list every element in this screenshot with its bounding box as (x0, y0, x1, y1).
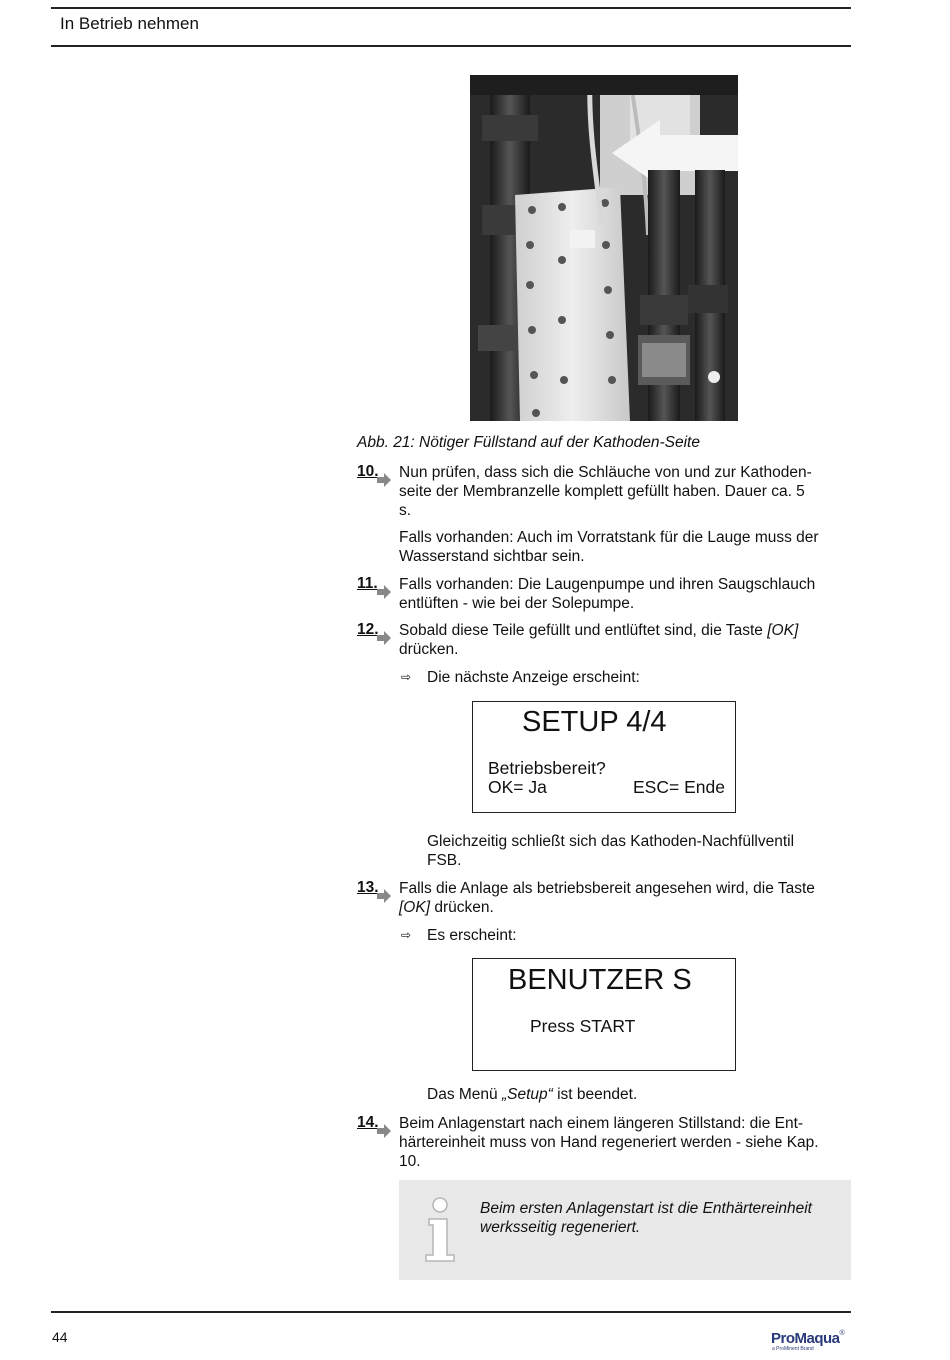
result-text: Es erscheint: (427, 927, 517, 944)
display-title: SETUP 4/4 (522, 706, 667, 738)
header-top-rule (51, 7, 851, 9)
figure-photo (470, 75, 738, 421)
note-text: Beim ersten Anlagenstart ist die Enthärtereinheit werksseitig regeneriert. (480, 1200, 812, 1236)
info-icon (421, 1197, 459, 1263)
step-extra-text: Falls vorhanden: Auch im Vorratstank für die Lauge muss der Wasserstand sichtbar sein. (399, 529, 819, 565)
display-title: BENUTZER S (508, 964, 692, 996)
info-note (399, 1180, 851, 1280)
step-number: 11. (357, 575, 378, 592)
step-arrow-icon (377, 585, 391, 599)
step-arrow-icon (377, 889, 391, 903)
header-bottom-rule (51, 45, 851, 47)
step-text: Beim Anlagenstart nach einem längeren Stillstand: die Ent- härtereinheit muss von Hand regeneriert werden - siehe Kap. 10. (399, 1115, 819, 1170)
step-arrow-icon (377, 631, 391, 645)
step-arrow-icon (377, 1124, 391, 1138)
display-line: Betriebsbereit? (488, 758, 606, 778)
result-followup-text: Gleichzeitig schließt sich das Kathoden-Nachfüllventil FSB. (427, 833, 795, 869)
promaqua-logo: ProMaqua® a ProMinent Brand (771, 1330, 845, 1352)
key-ok: [OK] (399, 899, 431, 916)
step-text: Nun prüfen, dass sich die Schläuche von und zur Kathoden- seite der Membranzelle komplett gefüllt haben. Dauer ca. 5 s. (399, 464, 812, 519)
page-number: 44 (52, 1329, 68, 1345)
figure-caption: Abb. 21: Nötiger Füllstand auf der Kathoden-Seite (357, 434, 700, 451)
display-option-esc: ESC= Ende (633, 777, 725, 797)
result-text: Die nächste Anzeige erscheint: (427, 669, 640, 686)
lcd-display-setup (472, 701, 736, 813)
result-arrow-icon: ⇨ (401, 928, 412, 942)
display-option-ok: OK= Ja (488, 777, 547, 797)
step-text: Sobald diese Teile gefüllt und entlüftet sind, die Taste [OK] drücken. (399, 622, 799, 658)
lcd-display-benutzer (472, 958, 736, 1071)
result-followup-text: Das Menü „Setup“ ist beendet. (427, 1086, 638, 1103)
result-arrow-icon: ⇨ (401, 670, 412, 684)
step-arrow-icon (377, 473, 391, 487)
footer-rule (51, 1311, 851, 1313)
step-number: 12. (357, 621, 379, 638)
step-number: 13. (357, 879, 379, 896)
section-title: In Betrieb nehmen (60, 14, 199, 33)
step-text: Falls vorhanden: Die Laugenpumpe und ihren Saugschlauch entlüften - wie bei der Solepumpe. (399, 576, 816, 612)
key-ok: [OK] (767, 622, 799, 639)
step-text: Falls die Anlage als betriebsbereit angesehen wird, die Taste [OK] drücken. (399, 880, 815, 916)
step-number: 10. (357, 463, 379, 480)
menu-name: „Setup“ (501, 1086, 553, 1103)
step-number: 14. (357, 1114, 379, 1131)
display-line: Press START (530, 1016, 636, 1036)
